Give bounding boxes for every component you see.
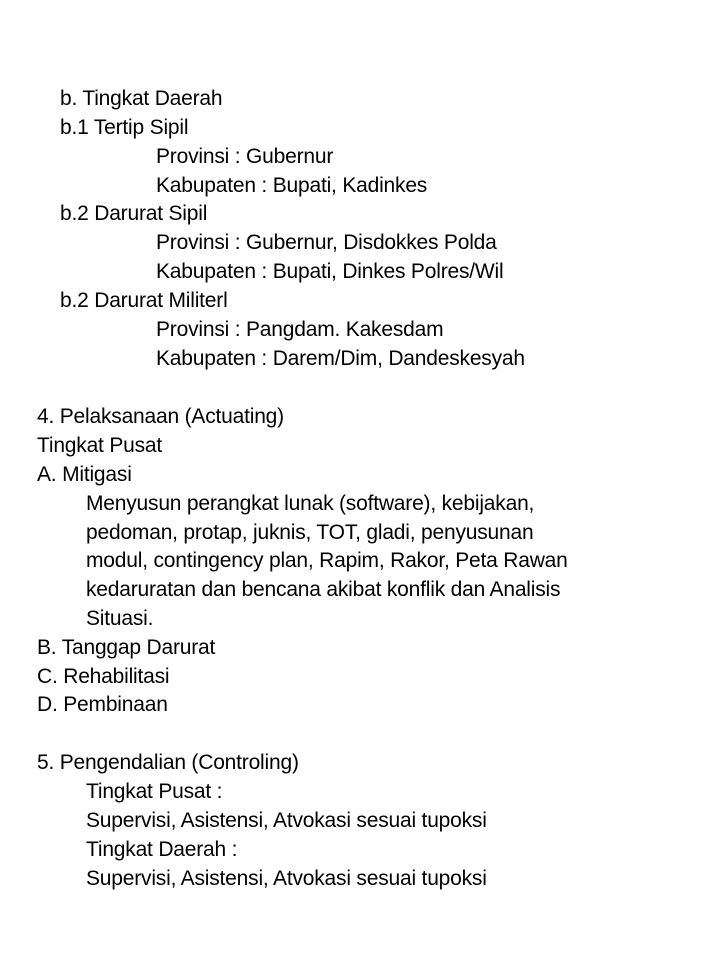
mitigasi-title: A. Mitigasi [37, 463, 132, 486]
b2-provinsi: Provinsi : Gubernur, Disdokkes Polda [156, 231, 497, 254]
tingkat-pusat-text: Supervisi, Asistensi, Atvokasi sesuai tupoksi [86, 809, 487, 832]
section-b-heading: b. Tingkat Daerah [60, 87, 223, 110]
mitigasi-text-line: kedaruratan dan bencana akibat konflik dan Analisis [86, 578, 561, 601]
b1-kabupaten: Kabupaten : Bupati, Kadinkes [156, 174, 428, 197]
section-5-heading: 5. Pengendalian (Controling) [37, 751, 299, 774]
rehabilitasi-title: C. Rehabilitasi [37, 665, 170, 688]
b2-kabupaten: Kabupaten : Bupati, Dinkes Polres/Wil [156, 260, 504, 283]
tingkat-pusat-label: Tingkat Pusat : [86, 780, 223, 803]
mitigasi-text-line: Situasi. [86, 607, 154, 630]
mitigasi-text-line: modul, contingency plan, Rapim, Rakor, Peta Rawan [86, 549, 568, 572]
b1-provinsi: Provinsi : Gubernur [156, 145, 334, 168]
mitigasi-text-line: Menyusun perangkat lunak (software), kebijakan, [86, 492, 535, 515]
section-4-subheading: Tingkat Pusat [37, 434, 163, 457]
mitigasi-text-line: pedoman, protap, juknis, TOT, gladi, penyusunan [86, 521, 534, 544]
tingkat-daerah-label: Tingkat Daerah : [86, 838, 238, 861]
b2-title: b.2 Darurat Sipil [60, 202, 208, 225]
b3-provinsi: Provinsi : Pangdam. Kakesdam [156, 318, 444, 341]
tanggap-darurat-title: B. Tanggap Darurat [37, 636, 216, 659]
b3-kabupaten: Kabupaten : Darem/Dim, Dandeskesyah [156, 347, 525, 370]
b3-title: b.2 Darurat Militerl [60, 289, 228, 312]
section-4-heading: 4. Pelaksanaan (Actuating) [37, 405, 284, 428]
tingkat-daerah-text: Supervisi, Asistensi, Atvokasi sesuai tupoksi [86, 867, 487, 890]
pembinaan-title: D. Pembinaan [37, 693, 168, 716]
b1-title: b.1 Tertip Sipil [60, 116, 189, 139]
